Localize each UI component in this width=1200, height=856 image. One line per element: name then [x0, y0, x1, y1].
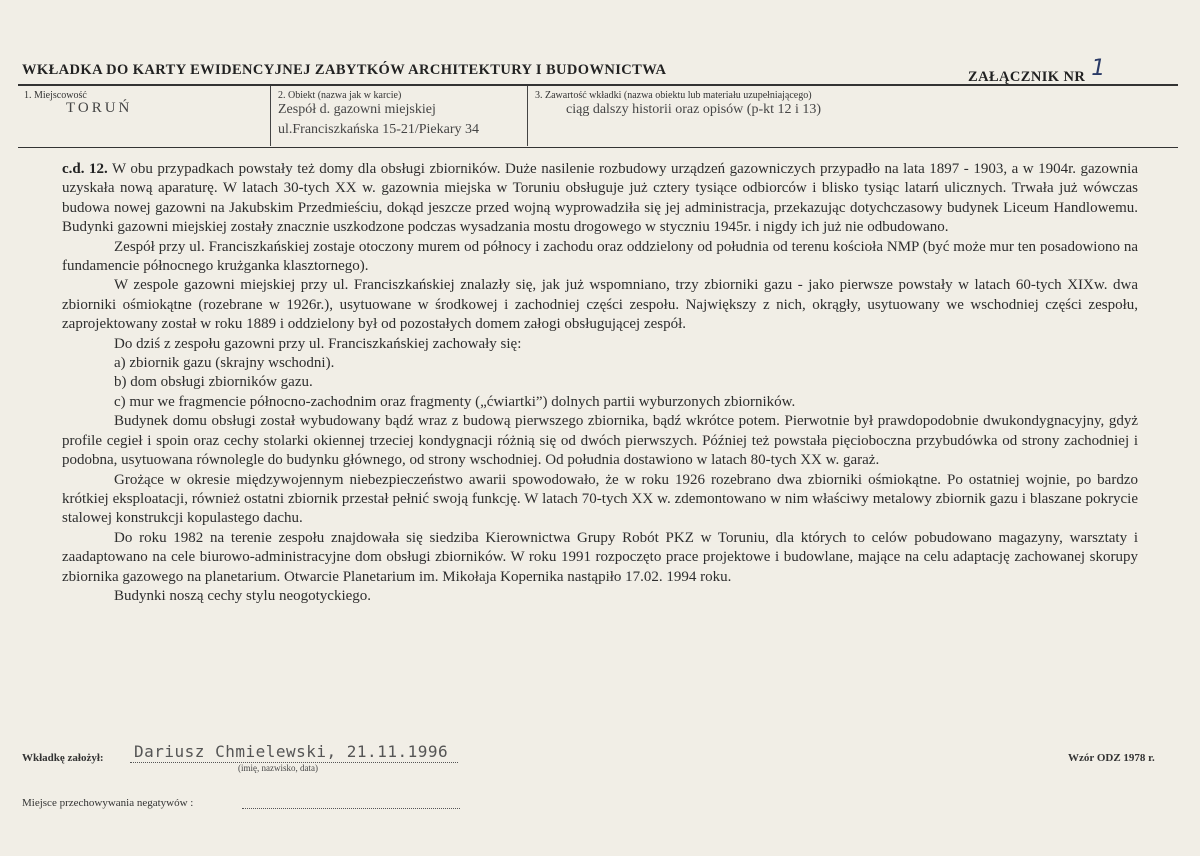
object-value-line1: Zespół d. gazowni miejskiej	[278, 102, 436, 117]
field-divider-2	[527, 86, 528, 146]
annex-number: 1	[1091, 56, 1106, 81]
locality-label: 1. Miejscowość	[24, 90, 87, 101]
section-lead: c.d. 12.	[62, 161, 108, 177]
paragraph-5: Budynek domu obsługi został wybudowany bądź wraz z budową pierwszego zbiornika, bądź wkrótce potem. Pierwotnie był prawdopodobnie dwukondygnacyjny, gdyż profile cegieł i spoin oraz cechy stolarki okiennej trzeciej kondygnacji różnią się od dwóch pierwszych. Później też powstała pięcioboczna przybudówka od strony zachodniej i podobna, usytuowana równolegle do budynku głównego, od strony wschodniej. Od południa dostawiono w latach 80-tych XX w. garaż.	[62, 413, 1138, 469]
locality-value: TORUŃ	[66, 100, 133, 116]
paragraph-8: Budynki noszą cechy stylu neogotyckiego.	[114, 587, 372, 604]
paragraph-1	[62, 160, 1138, 238]
founder-caption: (imię, nazwisko, data)	[238, 763, 318, 773]
content-label: 3. Zawartość wkładki (nazwa obiektu lub materiału uzupełniającego)	[535, 90, 812, 101]
list-item-c: c) mur we fragmencie północno-zachodnim oraz fragmenty („ćwiartki”) dolnych partii wyburzonych zbiorników.	[114, 393, 796, 410]
card-title: WKŁADKA DO KARTY EWIDENCYJNEJ ZABYTKÓW ARCHITEKTURY I BUDOWNICTWA	[22, 62, 667, 78]
founder-label: Wkładkę założył:	[22, 752, 104, 764]
paragraph-6: Grożące w okresie międzywojennym niebezpieczeństwo awarii spowodowało, że w roku 1926 rozebrano dwa zbiorniki ośmiokątne. Po ostatniej wojnie, po bardzo krótkiej eksploatacji, również ostatni zbiornik przestał pełnić swoją funkcję. W latach 70-tych XX w. zdemontowano w nim właściwy metalowy zbiornik gazu i blaszane pokrycie stalowej konstrukcji kopulastego dachu.	[62, 471, 1138, 527]
paragraph-4: Do dziś z zespołu gazowni przy ul. Franciszkańskiej zachowały się:	[114, 335, 522, 352]
paragraph-1-text: W obu przypadkach powstały też domy dla obsługi zbiorników. Duże nasilenie rozbudowy urządzeń gazowniczych przypadło na lata 1897 - 1903, a w 1904r. gazownia uzyskała nową aparaturę. W latach 30-tych XX w. gazownia miejska w Toruniu obsługuje już cztery tysiące odbiorców i blisko tysiąc latarń ulicznych. Trwała już wówczas budowa nowej gazowni na Jakubskim Przedmieściu, dokąd jeszcze przed wojną wyprowadziła się jej administracja, przekazując dotychczasowy budynek Liceum Handlowemu. Budynki gazowni miejskiej zostały znacznie uszkodzone podczas wysadzania mostu drogowego w styczniu 1945r. i nigdy ich już nie odbudowano.	[62, 161, 1138, 236]
form-model-label: Wzór ODZ 1978 r.	[1068, 752, 1155, 764]
description-text	[62, 160, 1138, 606]
paragraph-2: Zespół przy ul. Franciszkańskiej zostaje otoczony murem od północy i zachodu oraz oddzielony od południa od terenu kościoła NMP (być może mur ten posadowiono na fundamencie północnego krużganka klasztornego).	[62, 238, 1138, 275]
object-label: 2. Obiekt (nazwa jak w karcie)	[278, 90, 402, 101]
negatives-storage-line	[242, 808, 460, 809]
fields-bottom-rule	[18, 147, 1178, 148]
list-item-a: a) zbiornik gazu (skrajny wschodni).	[114, 355, 335, 372]
paragraph-3: W zespole gazowni miejskiej przy ul. Franciszkańskiej znalazły się, jak już wspomniano, trzy zbiorniki gazu - jako pierwsze powstały w latach 60-tych XIXw. dwa zbiorniki ośmiokątne (rozebrane w 1926r.), usytuowane w środkowej i zachodniej części zespołu. Największy z nich, okrągły, usytuowany we wschodniej części zespołu, zaprojektowany został w roku 1889 i oddzielony był od pozostałych domem załogi obsługującej zespół.	[62, 277, 1138, 333]
annex-label-text: ZAŁĄCZNIK NR	[968, 69, 1086, 85]
list-item-b: b) dom obsługi zbiorników gazu.	[114, 374, 313, 391]
negatives-storage-label: Miejsce przechowywania negatywów :	[22, 797, 194, 809]
top-rule	[18, 84, 1178, 86]
founder-value: Dariusz Chmielewski, 21.11.1996	[134, 742, 449, 761]
object-value-line2: ul.Franciszkańska 15-21/Piekary 34	[278, 122, 480, 137]
field-divider-1	[270, 86, 271, 146]
content-value: ciąg dalszy historii oraz opisów (p-kt 12 i 13)	[566, 102, 822, 117]
paragraph-7: Do roku 1982 na terenie zespołu znajdowała się siedziba Kierownictwa Grupy Robót PKZ w Toruniu, dla których to celów pobudowano magazyny, warsztaty i zaadaptowano na cele biurowo-administracyjne dom obsługi zbiorników. W roku 1991 rozpoczęto prace projektowe i budowlane, mające na celu adaptację zachowanej skorupy zbiornika gazowego na planetarium. Otwarcie Planetarium im. Mikołaja Kopernika nastąpiło 17.02. 1994 roku.	[62, 529, 1138, 585]
